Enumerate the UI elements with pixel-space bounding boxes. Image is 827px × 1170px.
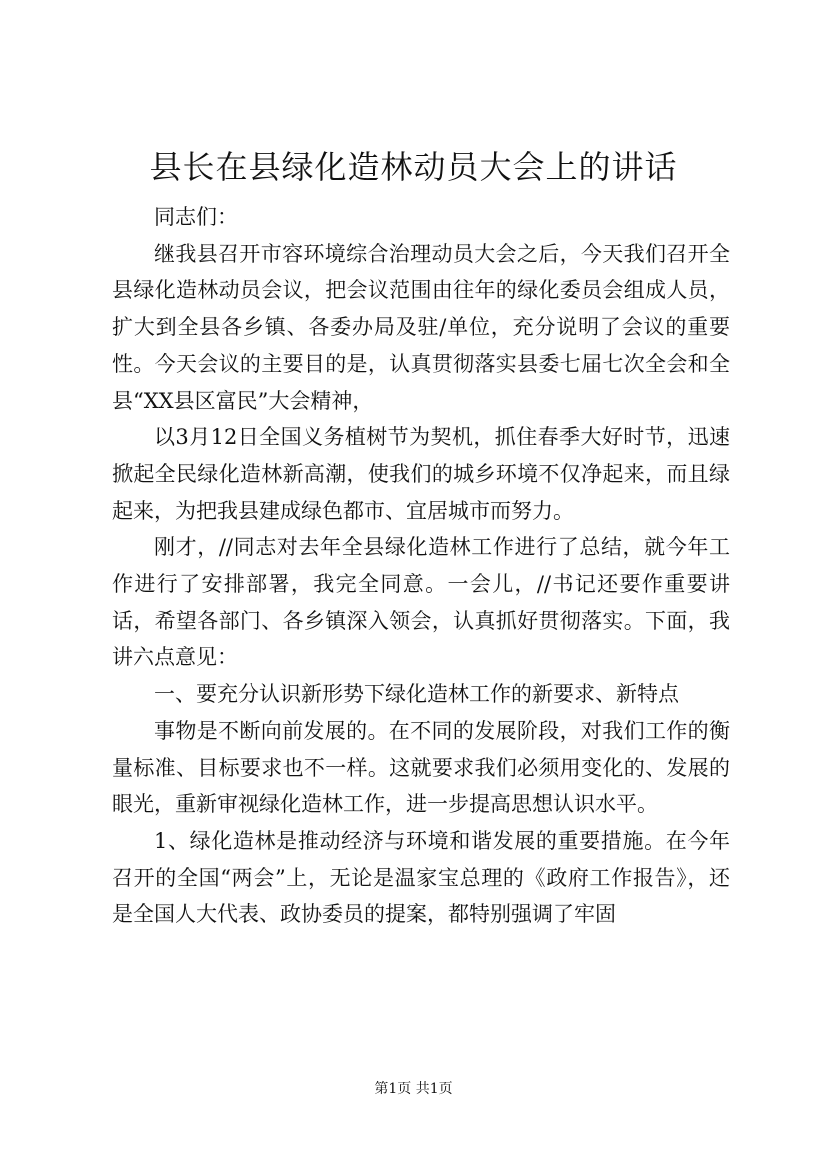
body-paragraph: 以3月12日全国义务植树节为契机，抓住春季大好时节，迅速掀起全民绿化造林新高潮，使我们的城乡环境不仅净起来，而且绿起来，为把我县建成绿色都市、宜居城市而努力。 <box>112 425 730 523</box>
body-paragraph: 刚才，//同志对去年全县绿化造林工作进行了总结，就今年工作进行了安排部署，我完全同意。一会儿，//书记还要作重要讲话，希望各部门、各乡镇深入领会，认真抓好贯彻落实。下面，我讲六点意见： <box>112 535 730 670</box>
body-paragraph: 继我县召开市容环境综合治理动员大会之后，今天我们召开全县绿化造林动员会议，把会议范围由往年的绿化委员会组成人员，扩大到全县各乡镇、各委办局及驻/单位，充分说明了会议的重要性。今天会议的主要目的是，认真贯彻落实县委七届七次全会和全县“XX县区富民”大会精神， <box>112 241 730 413</box>
body-paragraph: 事物是不断向前发展的。在不同的发展阶段，对我们工作的衡量标准、目标要求也不一样。这就要求我们必须用变化的、发展的眼光，重新审视绿化造林工作，进一步提高思想认识水平。 <box>112 718 730 817</box>
salutation-paragraph: 同志们： <box>154 205 238 229</box>
body-paragraph: 1、绿化造林是推动经济与环境和谐发展的重要措施。在今年召开的全国“两会”上，无论是温家宝总理的《政府工作报告》，还是全国人大代表、政协委员的提案，都特别强调了牢固 <box>112 828 730 927</box>
page-number-footer: 第1页 共1页 <box>374 1081 453 1097</box>
document-title: 县长在县绿化造林动员大会上的讲话 <box>149 148 678 186</box>
section-heading: 一、要充分认识新形势下绿化造林工作的新要求、新特点 <box>154 682 679 707</box>
document-body <box>112 199 730 933</box>
